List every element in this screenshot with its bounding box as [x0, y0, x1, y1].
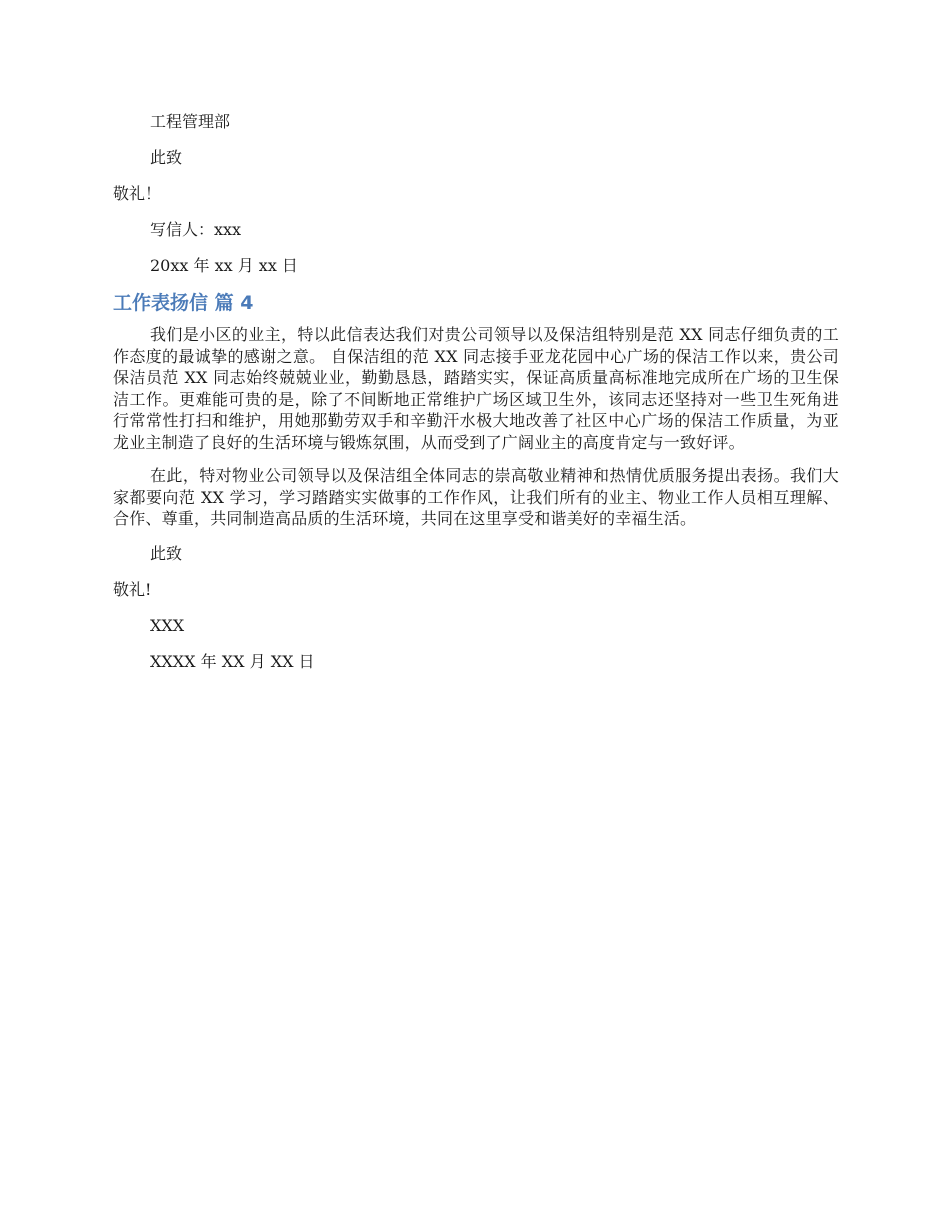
department-signature: 工程管理部	[150, 112, 231, 131]
date-line: XXXX 年 XX 月 XX 日	[150, 651, 315, 671]
writer-line: 写信人：xxx	[150, 220, 242, 239]
signer-line: XXX	[150, 615, 185, 635]
closing-salute-1: 此致	[150, 148, 183, 167]
closing-salute-2: 敬礼！	[113, 184, 162, 203]
document-page	[113, 110, 839, 686]
closing-salute-1: 此致	[150, 543, 183, 563]
body-paragraph-1: 我们是小区的业主，特以此信表达我们对贵公司领导以及保洁组特别是范 XX 同志仔细负责的工作态度的最诚挚的感谢之意。 自保洁组的范 XX 同志接手亚龙花园中心广场的保洁工作以来，贵公司保洁员范 XX 同志始终兢兢业业，勤勤恳恳，踏踏实实，保证高质量高标准地完成所在广场的卫生保洁工作。更难能可贵的是，除了不间断地正常维护广场区域卫生外，该同志还坚持对一些卫生死角进行常常性打扫和维护，用她那勤劳双手和辛勤汗水极大地改善了社区中心广场的保洁工作质量，为亚龙业主制造了良好的生活环境与锻炼氛围，从而受到了广阔业主的高度肯定与一致好评。	[113, 325, 839, 452]
date-line: 20xx 年 xx 月 xx 日	[150, 256, 298, 275]
section-heading: 工作表扬信 篇 4	[113, 292, 254, 314]
closing-salute-2: 敬礼!	[113, 579, 152, 599]
body-paragraph-2: 在此，特对物业公司领导以及保洁组全体同志的崇高敬业精神和热情优质服务提出表扬。我们大家都要向范 XX 学习，学习踏踏实实做事的工作作风，让我们所有的业主、物业工作人员相互理解、合作、尊重，共同制造高品质的生活环境，共同在这里享受和谐美好的幸福生活。	[113, 466, 839, 528]
